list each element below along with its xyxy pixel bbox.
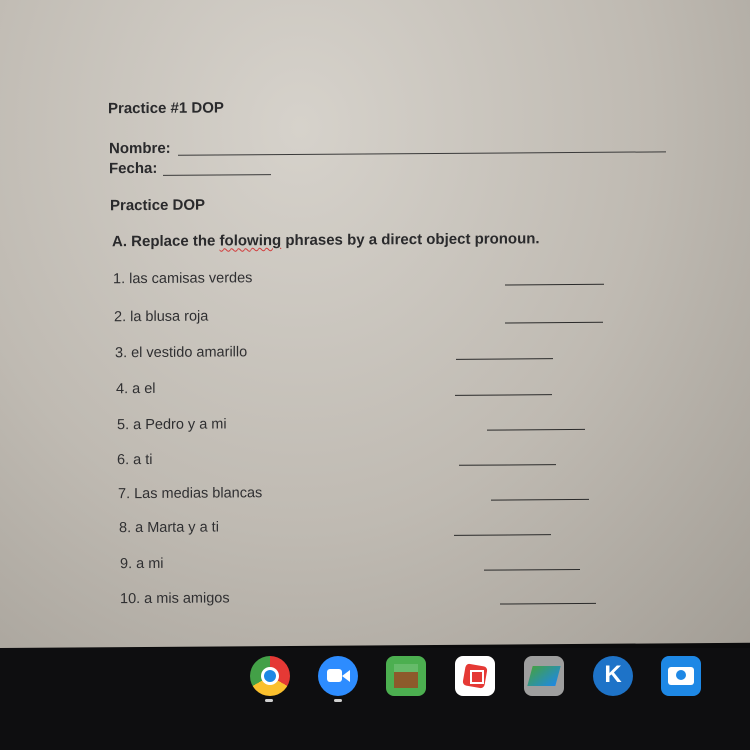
section-title: Practice DOP xyxy=(110,196,206,215)
list-item-4: 4. a el xyxy=(116,380,156,398)
list-item-1: 1. las camisas verdes xyxy=(113,270,253,288)
list-item-10: 10. a mis amigos xyxy=(120,590,230,608)
answer-blank-2[interactable] xyxy=(505,322,603,324)
list-item-2: 2. la blusa roja xyxy=(114,308,209,326)
chrome-icon[interactable] xyxy=(250,656,290,696)
zoom-icon[interactable] xyxy=(318,656,358,696)
fecha-label: Fecha: xyxy=(109,159,158,178)
nombre-label: Nombre: xyxy=(109,139,171,158)
minecraft-icon[interactable] xyxy=(386,656,426,696)
sketchup-icon[interactable] xyxy=(455,656,495,696)
taskbar-shelf xyxy=(0,648,750,750)
kahoot-icon[interactable]: K xyxy=(593,656,633,696)
list-item-7: 7. Las medias blancas xyxy=(118,485,263,503)
answer-blank-4[interactable] xyxy=(455,394,552,396)
answer-blank-7[interactable] xyxy=(491,499,589,501)
misspelled-word[interactable]: folowing xyxy=(219,232,282,250)
fecha-blank-line[interactable] xyxy=(163,174,271,176)
answer-blank-6[interactable] xyxy=(459,464,556,466)
zoom-running-indicator xyxy=(334,699,342,702)
list-item-5: 5. a Pedro y a mi xyxy=(117,416,227,434)
instruction-prefix: A. Replace the xyxy=(112,232,220,251)
answer-blank-8[interactable] xyxy=(454,534,551,536)
chrome-running-indicator xyxy=(265,699,273,702)
instruction-text xyxy=(112,230,540,250)
answer-blank-10[interactable] xyxy=(500,603,596,605)
nombre-blank-line[interactable] xyxy=(178,151,666,155)
list-item-3: 3. el vestido amarillo xyxy=(115,344,248,362)
document-title: Practice #1 DOP xyxy=(108,99,224,118)
list-item-6: 6. a ti xyxy=(117,451,153,469)
list-item-8: 8. a Marta y a ti xyxy=(119,519,219,537)
answer-blank-1[interactable] xyxy=(505,284,604,286)
answer-blank-5[interactable] xyxy=(487,429,585,431)
answer-blank-9[interactable] xyxy=(484,569,580,571)
answer-blank-3[interactable] xyxy=(456,358,553,360)
instruction-suffix: phrases by a direct object pronoun. xyxy=(281,230,540,250)
camera-icon[interactable] xyxy=(661,656,701,696)
game-icon[interactable] xyxy=(524,656,564,696)
list-item-9: 9. a mi xyxy=(120,555,164,573)
